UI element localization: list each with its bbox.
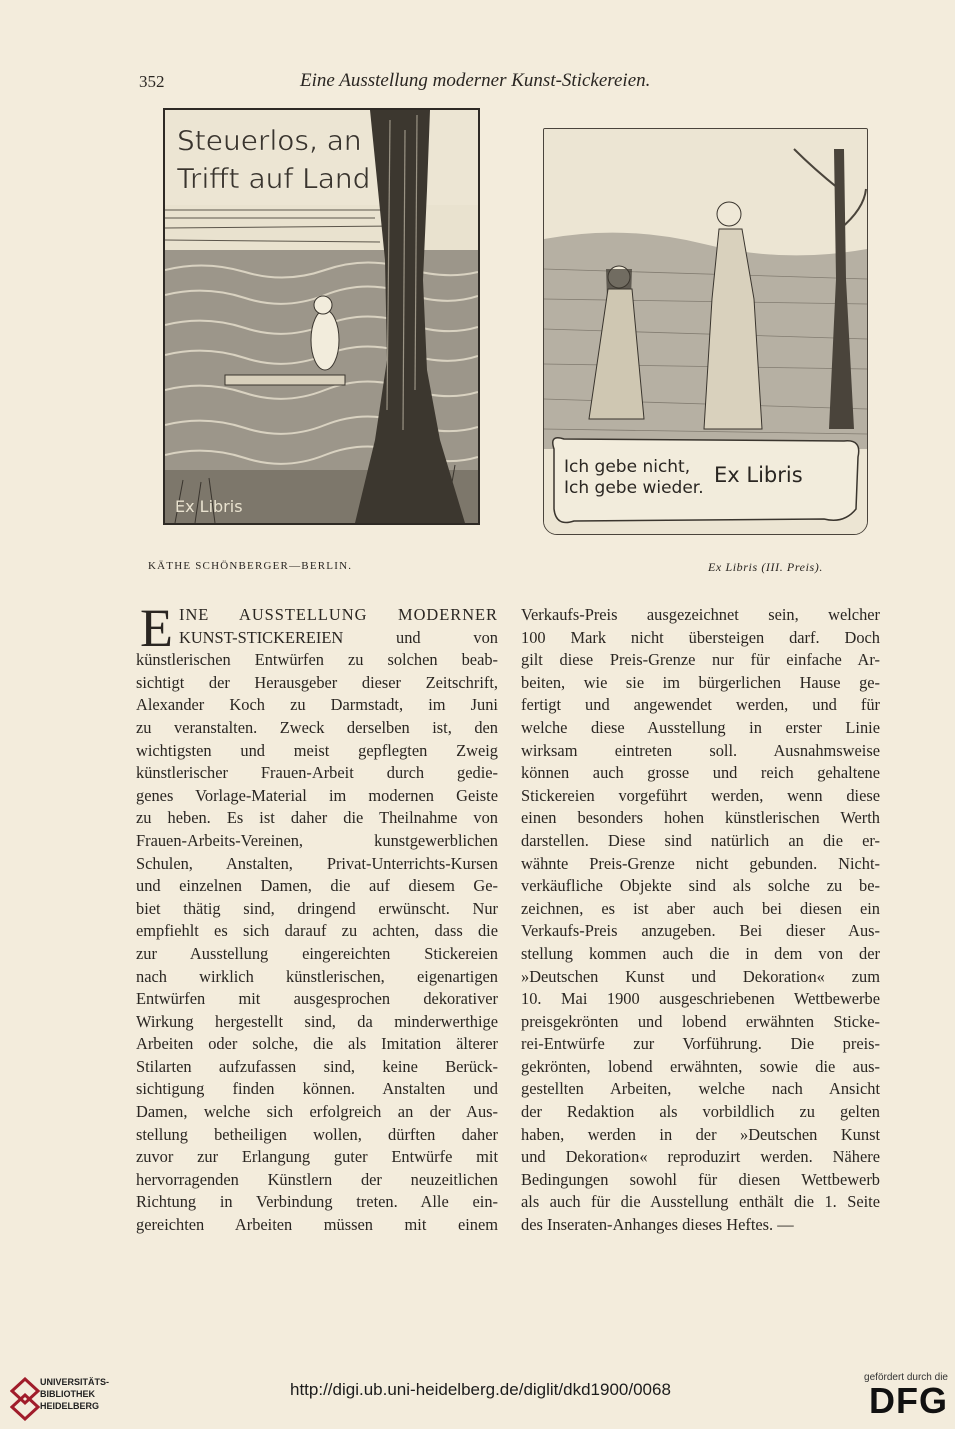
text-line: darstellen. Diese sind natürlich an die er-: [521, 830, 880, 850]
motto-line2: Ich gebe wieder.: [564, 478, 704, 498]
text-line: wirksam eintreten soll. Ausnahmsweise: [521, 740, 880, 760]
article-column-right: [521, 604, 880, 1237]
text-line: gilt diese Preis-Grenze nur für einfache Ar-: [521, 650, 880, 670]
text-line: welche diese Ausstellung in erster Linie: [521, 717, 880, 737]
caption-right: Ex Libris (III. Preis).: [708, 560, 824, 574]
text-line: »Deutschen Kunst und Dekoration« zum: [521, 966, 880, 986]
caption-left: KÄTHE SCHÖNBERGER—BERLIN.: [148, 560, 353, 572]
page-number: 352: [139, 72, 165, 91]
text-line: zu heben. Es ist daher die Theilnahme von: [136, 808, 498, 828]
text-line: sichtigt der Herausgeber dieser Zeitschrift,: [136, 672, 498, 692]
text-line: 10. Mai 1900 ausgeschriebenen Wettbewerbe: [521, 989, 880, 1009]
text-line: künstlerischer Frauen-Arbeit durch gedie-: [136, 763, 498, 783]
library-name: [40, 1376, 109, 1412]
illustration-left-art: [165, 110, 478, 523]
text-line: INE AUSSTELLUNG MODERNER: [179, 605, 498, 624]
text-line: genes Vorlage-Material im modernen Geiste: [136, 785, 498, 805]
dropcap: E: [140, 598, 173, 658]
text-line: sichtigung finden können. Anstalten und: [136, 1079, 498, 1099]
text-line: gekrönten, lobend erwähnten, sowie die aus-: [521, 1056, 880, 1076]
text-line: empfiehlt es sich darauf zu achten, dass die: [136, 921, 498, 941]
text-line: beiten, wie sie im bürgerlichen Hause ge-: [521, 672, 880, 692]
text-line: Alexander Koch zu Darmstadt, im Juni: [136, 695, 498, 715]
sponsor-name: DFG: [869, 1380, 948, 1421]
sponsor-logo: [838, 1372, 948, 1424]
text-line: Richtung in Verbindung treten. Alle ein-: [136, 1192, 498, 1212]
illustration-left: [163, 108, 480, 525]
library-line2: BIBLIOTHEK: [40, 1389, 95, 1399]
text-line: fertigt und angewendet werden, und für: [521, 695, 880, 715]
text-line: hervorragenden Künstlern der neuzeitlichen: [136, 1169, 498, 1189]
text-line: künstlerischen Entwürfen zu solchen beab-: [136, 650, 498, 670]
illustration-right-art: [544, 129, 867, 534]
text-line: stellung kommen auch die in dem von der: [521, 943, 880, 963]
text-line: zur Ausstellung eingereichten Stickereien: [136, 943, 498, 963]
source-url[interactable]: http://digi.ub.uni-heidelberg.de/diglit/dkd1900/0068: [290, 1380, 671, 1399]
text-line: Arbeiten oder solche, die als Imitation älterer: [136, 1034, 498, 1054]
text-line: Bedingungen sowohl für diesen Wettbewerb: [521, 1169, 880, 1189]
text-line: Stickereien vorgeführt werden, wenn diese: [521, 785, 880, 805]
text-line: zuvor zur Erlangung guter Entwürfe mit: [136, 1147, 498, 1167]
text-line: Damen, welche sich erfolgreich an der Aus-: [136, 1102, 498, 1122]
text-line: gestellten Arbeiten, welche nach Ansicht: [521, 1079, 880, 1099]
library-line3: HEIDELBERG: [40, 1401, 100, 1411]
text-line: Schulen, Anstalten, Privat-Unterrichts-Kursen: [136, 853, 498, 873]
text-line: als auch für die Ausstellung enthält die 1. Seite: [521, 1192, 880, 1212]
text-line: gereichten Arbeiten müssen mit einem: [136, 1215, 498, 1235]
text-line: Verkaufs-Preis ausgezeichnet sein, welcher: [521, 605, 880, 624]
sponsor-label: gefördert durch die: [864, 1372, 948, 1383]
text-line: Wirkung hergestellt sind, da minderwerthige: [136, 1011, 498, 1031]
text-line: einen besonders hohen künstlerischen Werth: [521, 808, 880, 828]
text-line: preisgekrönten und lobend erwähnten Sticke-: [521, 1011, 880, 1031]
inscription-line2: Trifft auf Land: [177, 162, 371, 195]
text-line: zeichnen, es ist aber auch bei diesen ein: [521, 898, 880, 918]
text-line: und Dekoration« reproduzirt werden. Nähere: [521, 1147, 880, 1167]
article-column-left: [136, 598, 498, 1237]
text-line: nach wirklich künstlerischen, eigenartigen: [136, 966, 498, 986]
right-ex-libris: Ex Libris: [714, 463, 803, 487]
text-line: zu veranstalten. Zweck derselben ist, den: [136, 717, 498, 737]
text-line: Frauen-Arbeits-Vereinen, kunstgewerblichen: [136, 830, 498, 850]
text-line: biet thätig sind, dringend erwünscht. Nur: [136, 898, 498, 918]
left-bottom-mark: Ex Libris: [175, 497, 243, 516]
library-line1: UNIVERSITÄTS-: [40, 1377, 110, 1387]
motto-line1: Ich gebe nicht,: [564, 457, 691, 477]
text-line: haben, werden in der »Deutschen Kunst: [521, 1124, 880, 1144]
text-line: 100 Mark nicht übersteigen darf. Doch: [521, 627, 880, 647]
illustration-right: [543, 128, 868, 535]
text-line: rei-Entwürfe zur Vorführung. Die preis-: [521, 1034, 880, 1054]
text-line: Stilarten aufzufassen sind, keine Berück-: [136, 1056, 498, 1076]
text-line: Verkaufs-Preis anzugeben. Bei dieser Aus-: [521, 921, 880, 941]
text-line: Entwürfen mit ausgesprochen dekorativer: [136, 989, 498, 1009]
text-line: des Inseraten-Anhanges dieses Heftes. —: [521, 1215, 794, 1235]
running-title: Eine Ausstellung moderner Kunst-Stickereien.: [300, 70, 651, 91]
text-line: und einzelnen Damen, die auf diesem Ge-: [136, 876, 498, 896]
text-line: der Redaktion als vorbildlich zu gelten: [521, 1102, 880, 1122]
library-emblem-icon: [10, 1377, 40, 1421]
text-line: wähnte Preis-Grenze nicht gebunden. Nicht-: [521, 853, 880, 873]
text-line: KUNST-STICKEREIEN und von: [179, 627, 498, 647]
text-line: stellung betheiligen wollen, dürften daher: [136, 1124, 498, 1144]
text-line: können auch grosse und reich gehaltene: [521, 763, 880, 783]
inscription-line1: Steuerlos, an: [177, 124, 362, 157]
text-line: verkäufliche Objekte sind als solche zu be-: [521, 876, 880, 896]
text-line: wichtigsten und meist gepflegten Zweig: [136, 740, 498, 760]
